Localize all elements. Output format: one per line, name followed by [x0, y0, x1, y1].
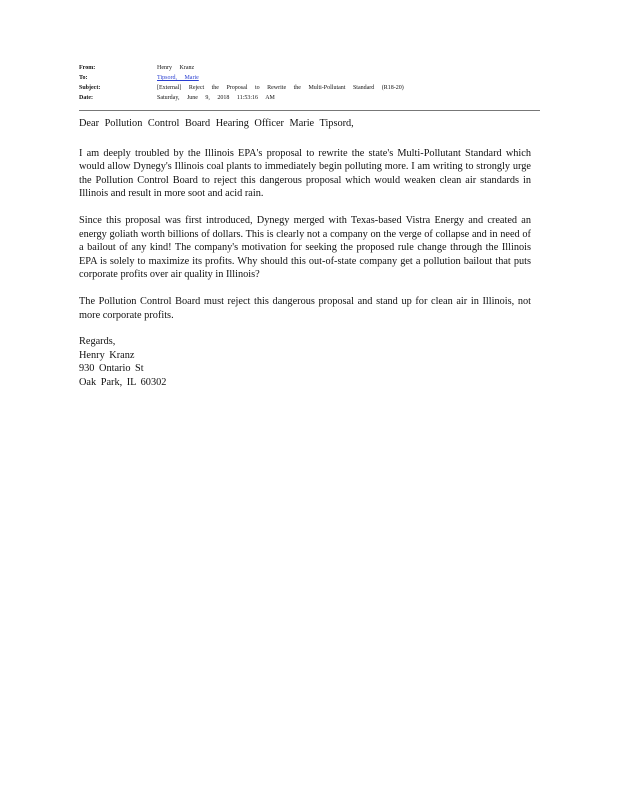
- paragraph-1: I am deeply troubled by the Illinois EPA's proposal to rewrite the state's Multi-Pollutant Standard which would allow Dynegy's Illinois coal plants to immediately begin polluting more. I am writing to strongly urge the Pollution Control Board to reject this dangerous proposal which would weaken clean air standards in Illinois and result in more soot and acid rain.: [79, 147, 531, 200]
- address-line-2: Oak Park, IL 60302: [79, 376, 167, 388]
- date-row: [79, 93, 539, 103]
- paragraph-3: The Pollution Control Board must reject this dangerous proposal and stand up for clean air in Illinois, not more corporate profits.: [79, 295, 531, 321]
- date-value: Saturday, June 9, 2018 11:53:16 AM: [157, 95, 275, 101]
- subject-value: [External] Reject the Proposal to Rewrite the Multi-Pollutant Standard (R18-20): [157, 85, 404, 91]
- closing: Regards,: [79, 336, 116, 348]
- to-row: [79, 73, 539, 83]
- date-label: Date:: [79, 95, 93, 101]
- to-label: To:: [79, 75, 88, 81]
- signature-block: [79, 335, 531, 389]
- to-recipient-link[interactable]: Tipsord, Marie: [157, 75, 199, 81]
- from-value: Henry Kranz: [157, 65, 195, 71]
- address-line-1: 930 Ontario St: [79, 363, 144, 375]
- paragraph-2: Since this proposal was first introduced, Dynegy merged with Texas-based Vistra Energy and created an energy goliath worth billions of dollars. This is clearly not a company on the verge of collapse and in need of a bailout of any kind! The company's motivation for seeking the proposed rule change through the Illinois EPA is solely to maximize its profits. Why should this out-of-state company get a pollution bailout that puts corporate profits over air quality in Illinois?: [79, 214, 531, 281]
- subject-label: Subject:: [79, 85, 101, 91]
- signature-name: Henry Kranz: [79, 349, 135, 361]
- greeting: Dear Pollution Control Board Hearing Officer Marie Tipsord,: [79, 118, 354, 129]
- from-row: [79, 63, 539, 73]
- letter-body: [79, 117, 531, 390]
- email-header: [79, 63, 539, 103]
- header-divider: [79, 110, 540, 111]
- from-label: From:: [79, 65, 96, 71]
- subject-row: [79, 83, 539, 93]
